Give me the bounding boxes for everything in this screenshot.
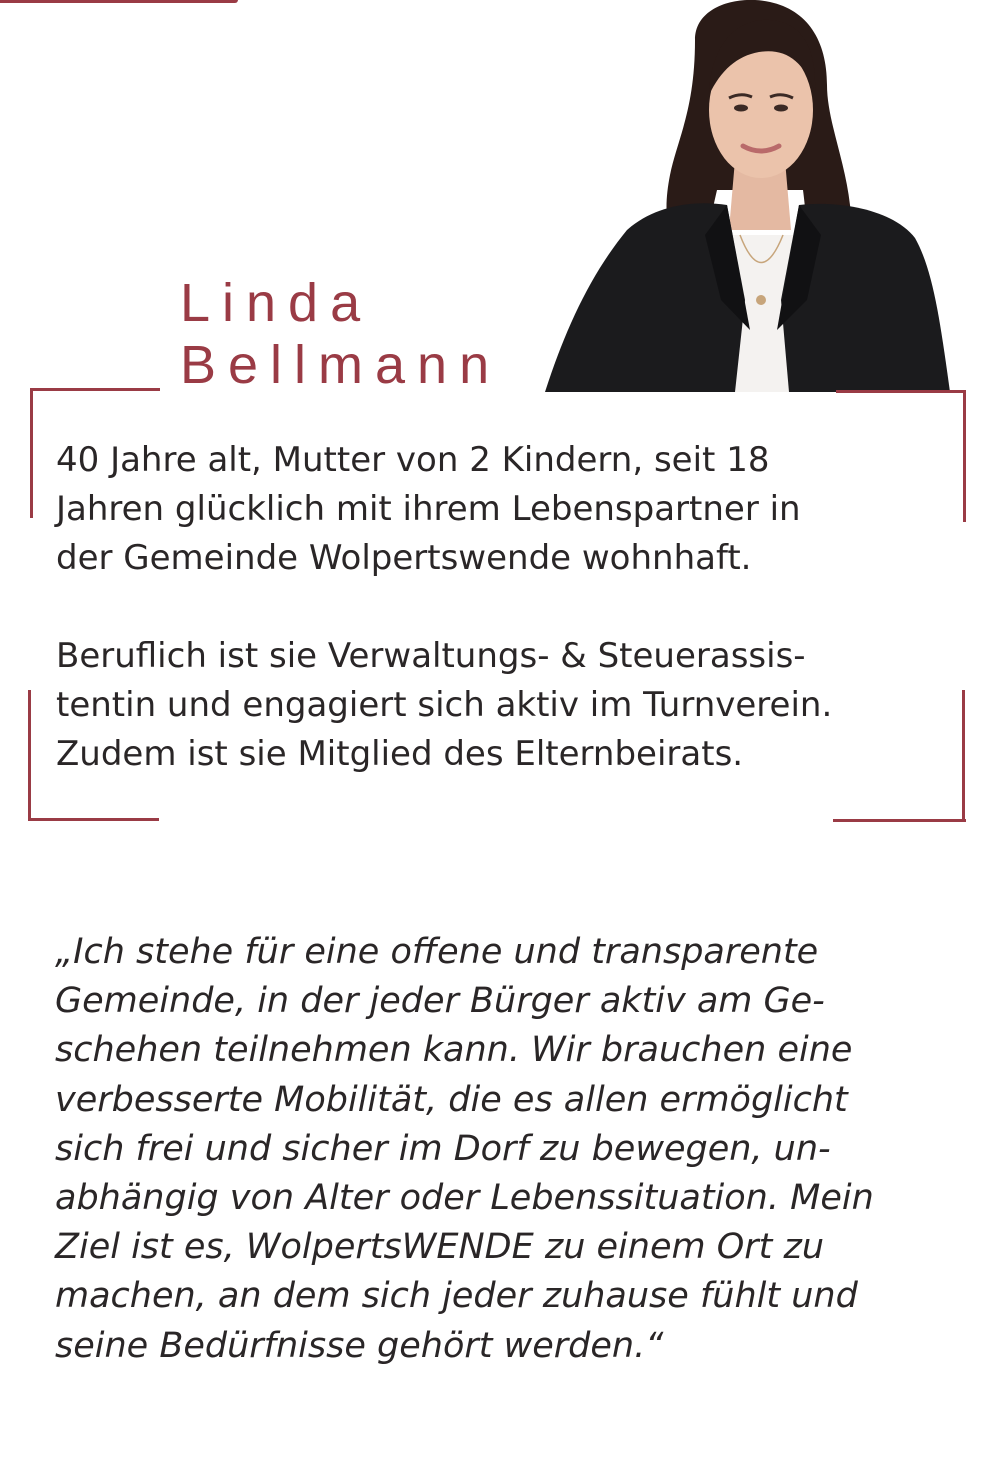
candidate-quote: [55, 928, 955, 1371]
quote-line: sich frei und sicher im Dorf zu bewegen, un-: [55, 1128, 831, 1169]
frame-corner-bottom-left-vertical: [28, 690, 31, 821]
frame-corner-bottom-right-vertical: [962, 690, 965, 822]
first-name: Linda: [180, 273, 373, 333]
quote-line: seine Bedürfnisse gehört werden.“: [55, 1325, 664, 1366]
frame-corner-top-left-horizontal: [30, 388, 160, 391]
bio-line: 40 Jahre alt, Mutter von 2 Kindern, seit 18: [56, 440, 770, 480]
bio-line: tentin und engagiert sich aktiv im Turnverein.: [56, 685, 833, 725]
quote-line: schehen teilnehmen kann. Wir brauchen eine: [55, 1030, 853, 1071]
person-name: [180, 272, 501, 396]
bio-line: Beruflich ist sie Verwaltungs- & Steuerassis-: [56, 636, 806, 676]
top-accent-rule: [0, 0, 238, 3]
quote-line: Gemeinde, in der jeder Bürger aktiv am Ge-: [55, 981, 825, 1022]
quote-line: Ziel ist es, WolpertsWENDE zu einem Ort zu: [55, 1227, 825, 1268]
bio-paragraph-professional: [56, 632, 936, 779]
bio-line: Zudem ist sie Mitglied des Elternbeirats.: [56, 734, 744, 774]
bio-line: Jahren glücklich mit ihrem Lebenspartner in: [56, 489, 801, 529]
frame-corner-top-right-vertical: [963, 390, 966, 522]
bio-line: der Gemeinde Wolpertswende wohnhaft.: [56, 538, 752, 578]
portrait-photo: [545, 0, 950, 392]
frame-corner-top-right-horizontal: [836, 390, 966, 393]
last-name: Bellmann: [180, 335, 502, 395]
quote-line: abhängig von Alter oder Lebenssituation. Mein: [55, 1178, 874, 1219]
frame-corner-bottom-left-horizontal: [28, 818, 159, 821]
quote-line: „Ich stehe für eine offene und transparente: [55, 932, 819, 972]
quote-line: verbesserte Mobilität, die es allen ermöglicht: [55, 1079, 848, 1120]
quote-line: machen, an dem sich jeder zuhause fühlt und: [55, 1276, 858, 1317]
frame-corner-bottom-right-horizontal: [833, 819, 966, 822]
biography: [56, 436, 936, 779]
bio-paragraph-personal: [56, 436, 936, 583]
frame-corner-top-left-vertical: [30, 388, 33, 518]
